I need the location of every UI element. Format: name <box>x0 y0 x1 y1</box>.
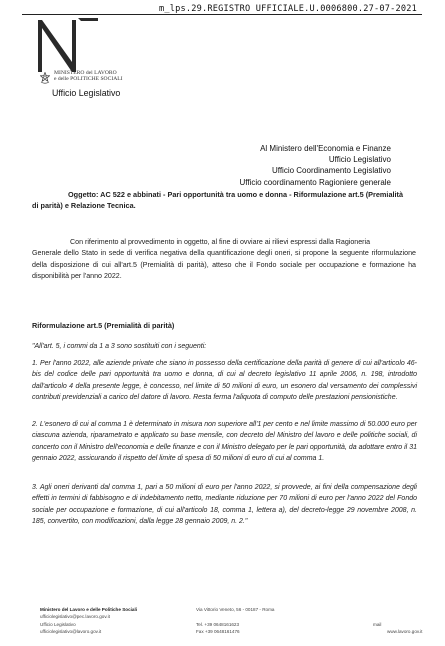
page-footer <box>0 606 445 646</box>
protocol-stamp: m_lps.29.REGISTRO UFFICIALE.U.0006800.27-07-2021 <box>159 4 417 14</box>
subject-text-1: AC 522 e abbinati - Pari opportunità tra uomo e donna - Riformulazione art.5 (Premialità <box>100 190 404 199</box>
ministry-line1: MINISTERO del LAVORO <box>54 70 117 76</box>
quote-intro: "All'art. 5, i commi da 1 a 3 sono sostituiti con i seguenti: <box>32 343 207 350</box>
recipients-block <box>240 143 392 188</box>
footer-website[interactable]: www.lavoro.gov.it <box>387 629 423 635</box>
comma-2: 2. L'esonero di cui al comma 1 è determinato in misura non superiore all'1 per cento e nel limite massimo di 50.000 euro per ciascuna azienda, riparametrato e applicato su base mensile, con decreto del Ministro del lavoro e delle politiche sociali, di concerto con il Ministro dell'economia e delle finanze e con il Ministro delegato per le pari opportunità, da adottare entro il 31 gennaio 2022, assicurando il rispetto del limite di spesa di 50 milioni di euro di cui al comma 1. <box>32 421 417 463</box>
republic-emblem-icon <box>40 72 50 84</box>
footer-address: Via Vittorio Veneto, 56 - 00187 - Roma <box>196 607 275 612</box>
footer-left <box>40 606 137 636</box>
footer-fax: Fax +39 0648161476 <box>196 629 240 635</box>
footer-office: Ufficio Legislativo <box>40 621 76 627</box>
ministry-line2: e delle POLITICHE SOCIALI <box>54 76 123 83</box>
ministry-logo <box>32 14 100 76</box>
footer-pec-email[interactable]: ufficiolegislativo@pec.lavoro.gov.it <box>40 614 110 620</box>
footer-tel: Tel. +39 0648161623 <box>196 621 240 627</box>
footer-ministry: Ministero del Lavoro e delle Politiche Sociali <box>40 607 138 612</box>
footer-email[interactable]: ufficiolegislativo@lavoro.gov.it <box>40 629 102 635</box>
comma-1: 1. Per l'anno 2022, alle aziende private che siano in possesso della certificazione della parità di genere di cui all'articolo 46-bis del codice delle pari opportunità tra uomo e donna, di cui al decreto legislativo 11 aprile 2006, n. 198, introdotto dall'articolo 4 della presente legge, è concesso, nel limite di 50 milioni di euro, un esonero dal versamento dei complessivi contributi previdenziali a carico del datore di lavoro. Resta ferma l'aliquota di computo delle prestazioni pensionistiche. <box>32 360 417 402</box>
subject-label: Oggetto: <box>68 190 99 199</box>
intro-rest: Generale dello Stato in sede di verifica negativa della quantificazione degli oneri, si propone la seguente riformulazione della disposizione di cui all'art.5 (Premialità di parità), atteso che il Fondo sociale per occupazione e formazione ha disponibilità per l'anno 2022. <box>32 249 416 280</box>
office-name: Ufficio Legislativo <box>52 88 121 98</box>
intro-paragraph <box>32 237 416 282</box>
recipient-line: Ufficio coordinamento Ragioniere generale <box>239 177 391 187</box>
footer-middle <box>196 606 274 636</box>
intro-first-line: Con riferimento al provvedimento in oggetto, al fine di ovviare ai rilievi espressi dalla Ragioneria <box>70 238 371 246</box>
section-heading: Riformulazione art.5 (Premialità di parità) <box>32 321 175 330</box>
comma-3: 3. Agli oneri derivanti dal comma 1, pari a 50 milioni di euro per l'anno 2022, si provvede, ai fini della compensazione degli effetti in termini di fabbisogno e di indebitamento netto, mediante riduzione per 70 milioni di euro per l'anno 2022 del Fondo sociale per occupazione e formazione, di cui all'articolo 18, comma 1, lettera a), del decreto-legge 29 novembre 2008, n. 185, convertito, con modificazioni, dalla legge 28 gennaio 2009, n. 2." <box>32 484 417 526</box>
footer-mail-label: mail <box>373 621 382 627</box>
recipient-line: Ufficio Coordinamento Legislativo <box>271 166 391 176</box>
subject-text-2: di parità) e Relazione Tecnica. <box>32 201 136 210</box>
subject-block <box>32 189 420 211</box>
recipient-line: Ufficio Legislativo <box>328 155 391 165</box>
footer-right <box>373 606 422 636</box>
recipient-line: Al Ministero dell'Economia e Finanze <box>260 144 391 153</box>
